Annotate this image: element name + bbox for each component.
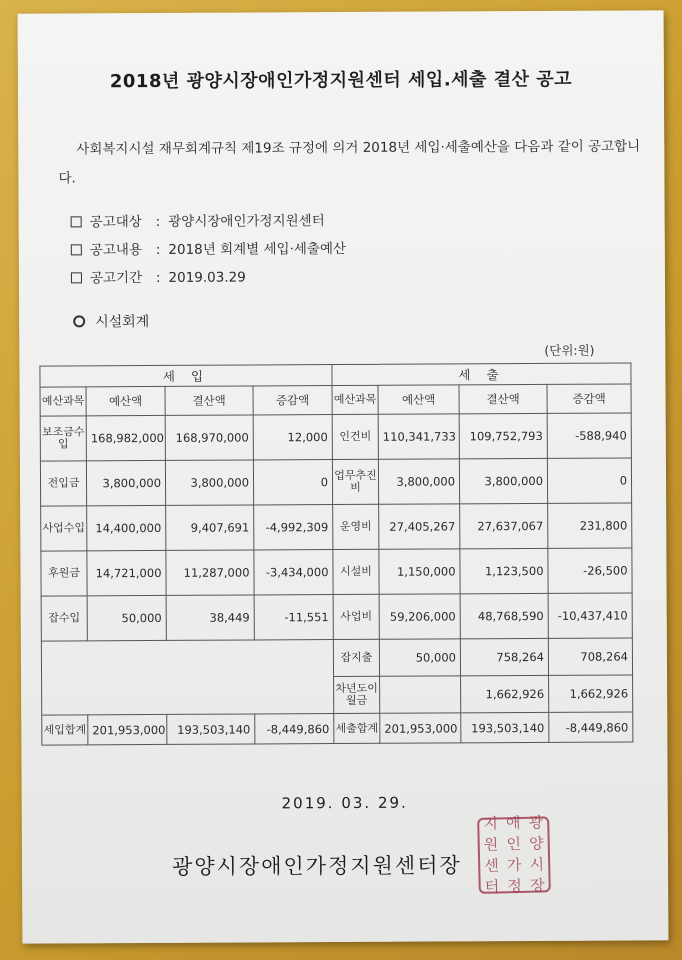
seal-glyph: 터: [484, 877, 500, 896]
income-item: 사업수입: [41, 506, 87, 551]
notice-meta-list: [71, 207, 347, 292]
expense-diff: 708,264: [548, 638, 632, 675]
seal-glyph: 인: [506, 834, 522, 854]
income-total-diff: -8,449,860: [255, 714, 334, 744]
seal-glyph: 가: [506, 855, 522, 875]
meta-separator: :: [155, 213, 161, 230]
expense-diff: 231,800: [548, 503, 632, 548]
income-settled: 9,407,691: [166, 505, 254, 550]
seal-glyph: 지: [483, 814, 499, 833]
seal-glyph: 원: [483, 835, 499, 854]
col-header-diff: 증감액: [253, 386, 332, 415]
expense-budget: 3,800,000: [378, 459, 459, 504]
income-diff: -11,551: [254, 595, 333, 640]
income-item: 보조금수입: [40, 416, 86, 461]
official-seal-stamp: [477, 813, 551, 896]
seal-glyph: 시: [529, 855, 545, 874]
income-budget: 3,800,000: [86, 460, 165, 505]
expense-diff: 0: [547, 458, 631, 503]
income-diff: -4,992,309: [254, 505, 333, 550]
income-settled: 38,449: [166, 595, 254, 640]
income-total-label: 세입합계: [42, 715, 88, 745]
notice-document: [18, 10, 669, 943]
checkbox-square-icon: [71, 216, 82, 227]
income-header: 세 입: [40, 365, 332, 388]
meta-value: 광양시장애인가정지원센터: [168, 213, 325, 230]
meta-separator: :: [155, 241, 161, 258]
expense-item: 인건비: [332, 414, 378, 459]
expense-item: 차년도이월금: [334, 676, 380, 713]
income-total-budget: 201,953,000: [88, 714, 167, 744]
seal-glyph: 장: [529, 876, 545, 895]
expense-diff: -588,940: [547, 413, 631, 458]
expense-settled: 3,800,000: [459, 458, 547, 503]
income-budget: 168,982,000: [86, 415, 165, 460]
expense-settled: 27,637,067: [460, 503, 548, 548]
table-row: [40, 413, 631, 461]
meta-label: 공고대상: [89, 214, 142, 231]
seal-glyph: 양: [528, 834, 544, 853]
intro-paragraph: 사회복지시설 재무회계규칙 제19조 규정에 의거 2018년 세입·세출예산을 다음과 같이 공고합니다.: [58, 138, 641, 187]
expense-total-diff: -8,449,860: [549, 712, 633, 742]
income-settled: 168,970,000: [165, 415, 253, 460]
section-heading: [73, 311, 149, 331]
expense-budget: 27,405,267: [379, 504, 460, 549]
notice-date: 2019. 03. 29.: [281, 793, 408, 813]
expense-budget: 110,341,733: [378, 414, 459, 459]
income-diff: 0: [253, 460, 332, 505]
section-title: 시설회계: [95, 314, 150, 331]
expense-settled: 1,123,500: [460, 548, 548, 593]
col-header-settled: 결산액: [165, 386, 253, 415]
col-header-budget: 예산액: [378, 385, 459, 414]
meta-row-target: [71, 207, 346, 236]
expense-item: 업무추진비: [332, 459, 378, 504]
expense-budget: 1,150,000: [379, 549, 460, 594]
unit-label: (단위:원): [544, 342, 595, 358]
document-title: 2018년 광양시장애인가정지원센터 세입.세출 결산 공고: [109, 68, 573, 93]
expense-settled: 758,264: [460, 638, 548, 675]
income-budget: 50,000: [87, 595, 166, 640]
table-row: [40, 458, 631, 506]
table-row: [41, 593, 632, 641]
expense-item: 시설비: [333, 549, 379, 594]
expense-settled: 1,662,926: [461, 675, 549, 712]
organization-signature: 광양시장애인가정지원센터장: [171, 853, 462, 879]
expense-total-label: 세출합계: [334, 713, 380, 743]
meta-row-period: [71, 263, 346, 292]
expense-diff: -10,437,410: [548, 593, 632, 638]
expense-diff: 1,662,926: [549, 675, 633, 712]
income-settled: 11,287,000: [166, 550, 254, 595]
income-diff: -3,434,000: [254, 550, 333, 595]
meta-value: 2019.03.29: [168, 269, 246, 286]
checkbox-square-icon: [71, 244, 82, 255]
col-header-item: 예산과목: [40, 387, 86, 416]
seal-glyph: 정: [507, 876, 523, 896]
meta-label: 공고기간: [89, 270, 143, 287]
expense-settled: 48,768,590: [460, 593, 548, 638]
expense-diff: -26,500: [548, 548, 632, 593]
meta-row-content: [71, 235, 346, 264]
expense-settled: 109,752,793: [459, 413, 547, 458]
checkbox-square-icon: [71, 272, 82, 283]
income-total-settled: 193,503,140: [167, 714, 255, 744]
table-column-header: [40, 384, 631, 416]
income-diff: 12,000: [253, 415, 332, 460]
income-budget: 14,400,000: [87, 505, 166, 550]
col-header-budget: 예산액: [86, 386, 165, 415]
income-item: 후원금: [41, 551, 87, 596]
income-item: 전입금: [40, 461, 86, 506]
seal-glyph: 센: [484, 856, 499, 875]
expense-budget: 59,206,000: [379, 594, 460, 639]
meta-label: 공고내용: [89, 242, 143, 259]
expense-budget: [380, 676, 461, 713]
expense-total-budget: 201,953,000: [380, 713, 461, 743]
expense-budget: 50,000: [379, 639, 460, 676]
expense-item: 사업비: [333, 594, 379, 639]
seal-glyph: 광: [528, 813, 544, 832]
table-total-row: [42, 712, 633, 745]
income-item: 잡수입: [41, 596, 87, 641]
meta-separator: :: [155, 269, 161, 286]
income-budget: 14,721,000: [87, 550, 166, 595]
seal-glyph: 애: [505, 813, 521, 833]
meta-value: 2018년 회계별 세입·세출예산: [168, 240, 347, 258]
expense-header: 세 출: [332, 363, 631, 386]
col-header-diff: 증감액: [547, 384, 631, 413]
settlement-table: [39, 362, 633, 745]
expense-item: 운영비: [333, 504, 379, 549]
col-header-item: 예산과목: [332, 385, 378, 414]
table-row: [41, 638, 632, 678]
table-row: [41, 548, 632, 596]
table-row: [41, 503, 632, 551]
income-settled: 3,800,000: [165, 460, 253, 505]
col-header-settled: 결산액: [459, 384, 547, 413]
income-empty-cell: [41, 640, 333, 716]
circle-bullet-icon: [73, 315, 85, 327]
expense-total-settled: 193,503,140: [461, 712, 549, 742]
expense-item: 잡지출: [333, 639, 379, 676]
